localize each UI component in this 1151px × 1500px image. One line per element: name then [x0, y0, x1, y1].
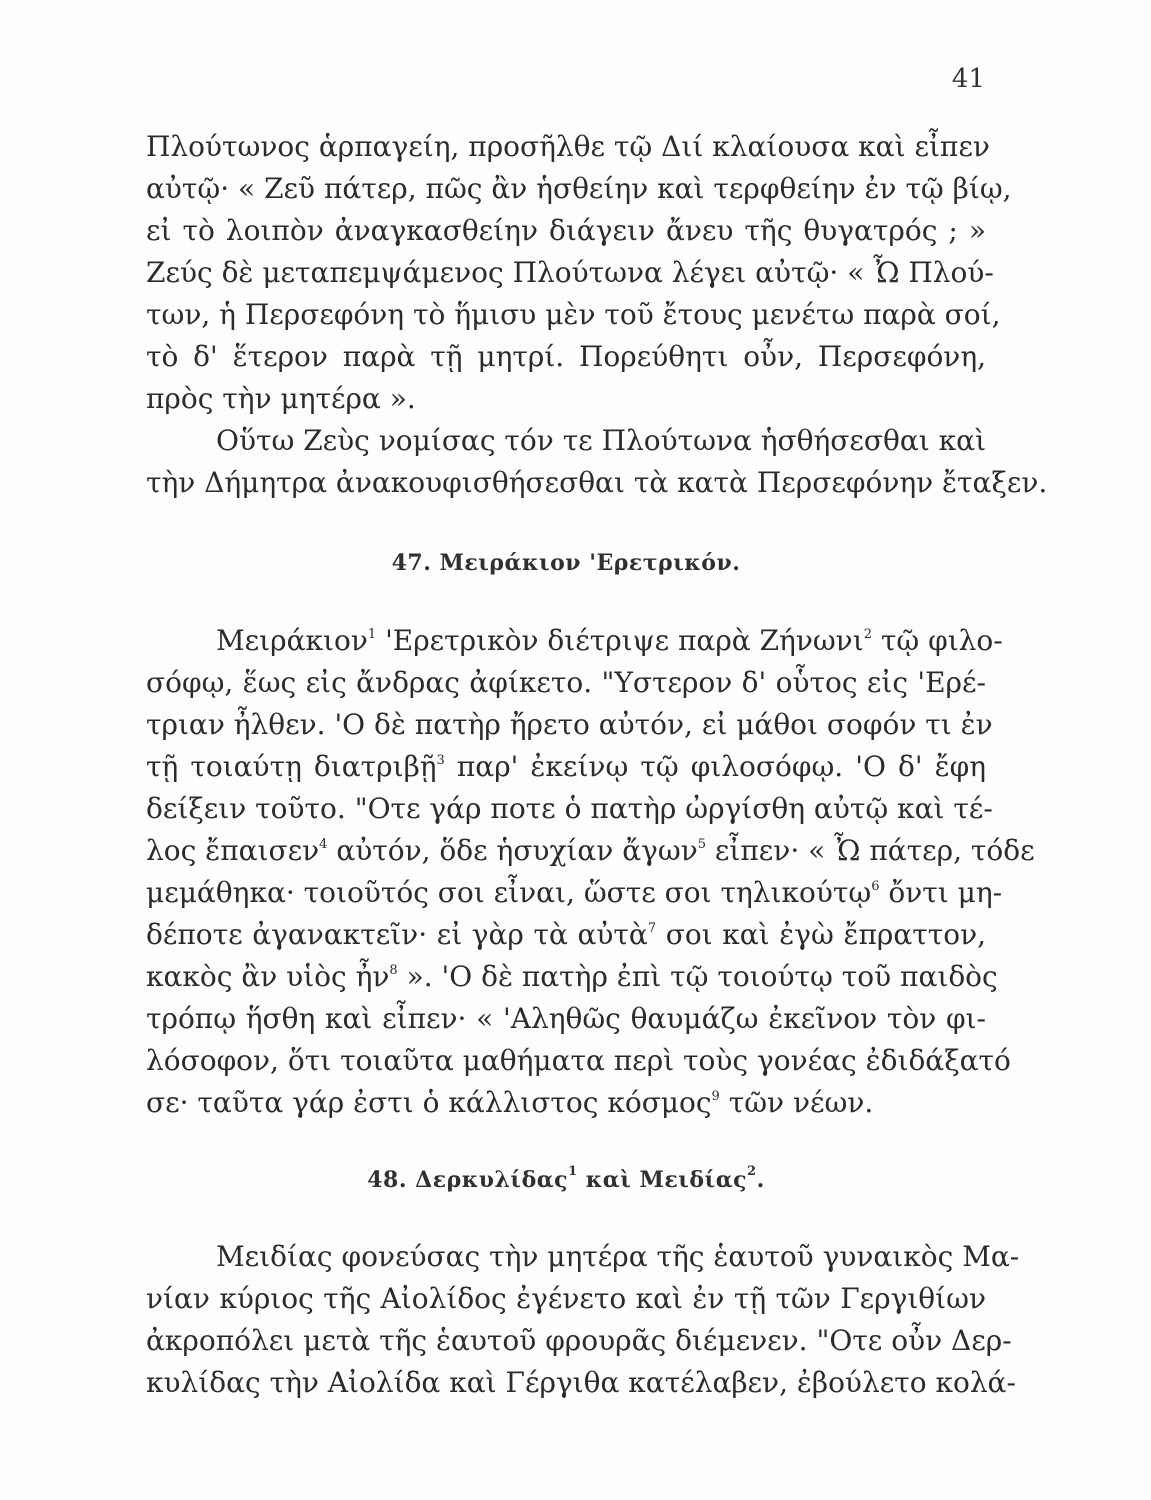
text-line — [146, 999, 986, 1039]
text-line — [146, 957, 998, 997]
text-segment: λος ἔπαισεν — [146, 834, 320, 867]
text-line: τὸ δ' ἕτερον παρὰ τῇ μητρί. Πορεύθητι οὖν, Περσεφόνη, — [146, 340, 986, 373]
text-line: κυλίδας τὴν Αἰολίδα καὶ Γέργιθα κατέλαβεν, ἐβούλετο κολά- — [146, 1366, 1016, 1399]
text-segment: κακὸς ἂν υἱὸς ἦν — [146, 960, 390, 993]
text-line — [146, 831, 1035, 871]
text-segment: ὄντι μη- — [879, 876, 1003, 909]
text-line — [146, 915, 986, 955]
text-line: Μειδίας φονεύσας τὴν μητέρα τῆς ἑαυτοῦ γυναικὸς Μα- — [216, 1240, 1020, 1273]
text-line — [146, 1083, 986, 1123]
heading-segment: 48. Δερκυλίδας — [367, 1167, 569, 1193]
text-segment: δείξειν τοῦτο. "Οτε γάρ ποτε ὁ πατὴρ ὠργίσθη αὐτῷ καὶ τέ- — [146, 792, 993, 825]
text-line: ἀκροπόλει μετὰ τῆς ἑαυτοῦ φρουρᾶς διέμενεν. "Οτε οὖν Δερ- — [146, 1324, 1012, 1357]
footnote-ref: 8 — [389, 963, 398, 978]
text-segment: σοι καὶ ἐγὼ ἔπραττον, — [656, 918, 987, 951]
footnote-ref: 1 — [367, 627, 377, 642]
text-line — [146, 873, 1003, 913]
text-segment: λόσοφον, ὅτι τοιαῦτα μαθήματα περὶ τοὺς γονέας ἐδιδάξατό — [146, 1044, 1011, 1077]
text-segment: τριαν ἦλθεν. 'Ο δὲ πατὴρ ἤρετο αὐτόν, εἰ μάθοι σοφόν τι ἐν — [146, 708, 993, 741]
footnote-ref: 2 — [863, 627, 872, 642]
footnote-ref: 5 — [697, 837, 707, 852]
text-line: αὐτῷ· « Ζεῦ πάτερ, πῶς ἂν ἡσθείην καὶ τερφθείην ἐν τῷ βίῳ, — [146, 172, 1012, 205]
text-segment: τρόπῳ ἥσθη καὶ εἶπεν· « 'Αληθῶς θαυμάζω ἐκεῖνον τὸν φι- — [146, 1002, 986, 1035]
text-line — [146, 789, 993, 829]
text-segment: αὐτόν, ὅδε ἡσυχίαν ἄγων — [327, 834, 698, 867]
footnote-ref: 2 — [747, 1164, 757, 1179]
text-segment: εἶπεν· « Ὦ πάτερ, τόδε — [706, 834, 1035, 867]
footnote-ref: 6 — [871, 879, 880, 894]
text-segment: σε· ταῦτα γάρ ἐστι ὁ κάλλιστος κόσμος — [146, 1086, 712, 1119]
text-segment: ». 'Ο δὲ πατὴρ ἐπὶ τῷ τοιούτῳ τοῦ παιδὸς — [397, 960, 998, 993]
text-segment: σόφῳ, ἕως εἰς ἄνδρας ἀφίκετο. "Υστερον δ' οὗτος εἰς 'Ερέ- — [146, 666, 986, 699]
text-line: Ζεύς δὲ μεταπεμψάμενος Πλούτωνα λέγει αὐτῷ· « Ὦ Πλού- — [146, 256, 994, 289]
heading-segment: . — [756, 1167, 765, 1193]
text-segment: τῇ τοιαύτῃ διατριβῇ — [146, 750, 437, 783]
section-heading-48 — [146, 1163, 986, 1197]
text-line — [146, 747, 986, 787]
text-segment: τῶν νέων. — [719, 1086, 874, 1119]
text-line — [146, 663, 986, 703]
footnote-ref: 1 — [568, 1164, 578, 1179]
footnote-ref: 3 — [436, 753, 445, 768]
text-line — [146, 705, 993, 745]
text-line: Οὕτω Ζεὺς νομίσας τόν τε Πλούτωνα ἡσθήσεσθαι καὶ — [216, 424, 987, 457]
text-line: εἰ τὸ λοιπὸν ἀναγκασθείην διάγειν ἄνευ τῆς θυγατρός ; » — [146, 214, 986, 247]
text-segment: 'Ερετρικὸν διέτριψε παρὰ Ζήνωνι — [376, 624, 864, 657]
text-segment: παρ' ἐκείνῳ τῷ φιλοσόφῳ. 'Ο δ' ἔφη — [444, 750, 986, 783]
text-line: πρὸς τὴν μητέρα ». — [146, 382, 416, 415]
text-line: νίαν κύριος τῆς Αἰολίδος ἐγένετο καὶ ἐν τῇ τῶν Γεργιθίων — [146, 1282, 986, 1315]
text-line: τὴν Δήμητρα ἀνακουφισθήσεσθαι τὰ κατὰ Περσεφόνην ἔταξεν. — [146, 466, 1048, 499]
text-line: των, ἡ Περσεφόνη τὸ ἥμισυ μὲν τοῦ ἔτους μενέτω παρὰ σοί, — [146, 298, 1001, 331]
text-segment: μεμάθηκα· τοιοῦτός σοι εἶναι, ὥστε σοι τηλικούτῳ — [146, 876, 872, 909]
text-line: Πλούτωνος ἁρπαγείη, προσῆλθε τῷ Διί κλαίουσα καὶ εἶπεν — [146, 130, 990, 163]
text-segment: δέποτε ἀγανακτεῖν· εἰ γὰρ τὰ αὐτὰ — [146, 918, 648, 951]
footnote-ref: 4 — [319, 837, 328, 852]
text-line — [146, 1041, 1011, 1081]
text-segment: τῷ φιλο- — [871, 624, 1003, 657]
page-number: 41 — [951, 64, 985, 94]
text-line — [216, 621, 1003, 661]
footnote-ref: 9 — [711, 1089, 720, 1104]
section-heading-47: 47. Μειράκιον 'Ερετρικόν. — [391, 550, 741, 576]
heading-segment: καὶ Μειδίας — [577, 1167, 748, 1193]
text-segment: Μειράκιον — [216, 624, 368, 657]
footnote-ref: 7 — [647, 921, 657, 936]
